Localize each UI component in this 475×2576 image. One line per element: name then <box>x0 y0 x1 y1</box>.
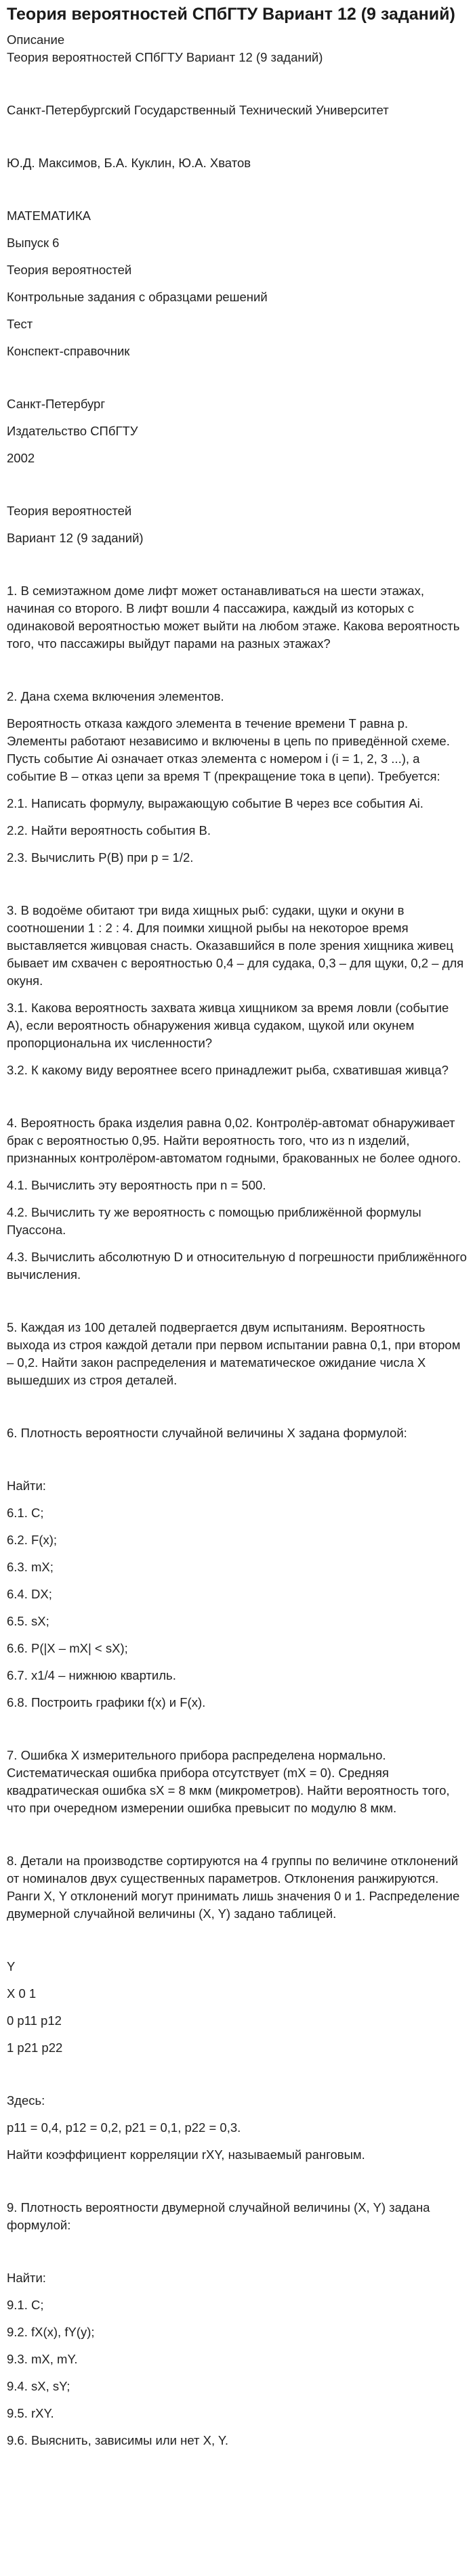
task-item: 6.2. F(x); <box>7 1533 58 1547</box>
book-line: МАТЕМАТИКА <box>7 209 91 223</box>
task-text: Здесь: <box>7 2093 45 2108</box>
table-line: 0 p11 p12 <box>7 2013 62 2028</box>
authors-section <box>7 154 468 172</box>
task-text: 4.3. Вычислить абсолютную D и относительную d погрешности приближённого вычисления. <box>7 1250 471 1282</box>
task-9 <box>7 2199 468 2449</box>
task-item: 6.3. mX; <box>7 1560 54 1574</box>
task-text: 2. Дана схема включения элементов. <box>7 689 224 703</box>
task-7 <box>7 1747 468 1817</box>
table-line: X 0 1 <box>7 1986 37 2001</box>
task-text: 5. Каждая из 100 деталей подвергается двум испытаниям. Вероятность выхода из строя каждой детали при первом испытании равна 0,1, при втором – 0,2. Найти закон распределения и математическое ожидание числа X вышедших из строя деталей. <box>7 1320 464 1387</box>
task-text: 4.2. Вычислить ту же вероятность с помощью приближённой формулы Пуассона. <box>7 1205 425 1237</box>
task-item: 6.4. DX; <box>7 1587 52 1601</box>
book-section <box>7 207 468 360</box>
task-text: 3.2. К какому виду вероятнее всего принадлежит рыба, схватившая живца? <box>7 1063 449 1077</box>
task-text: 3. В водоёме обитают три вида хищных рыб: судаки, щуки и окуни в соотношении 1 : 2 : 4. Для поимки хищной рыбы на некоторое время выставляется живцовая снасть. Оказавшийся в поле зрения хищника живец бывает им схвачен с вероятностью 0,4 – для судака, 0,3 – для щуки, 0,2 – для окуня. <box>7 903 468 988</box>
task-text: Найти коэффициент корреляции rXY, называемый ранговым. <box>7 2147 365 2162</box>
intro-line: Описание <box>7 32 65 47</box>
task-item: 9.6. Выяснить, зависимы или нет X, Y. <box>7 2433 229 2447</box>
publisher-line: Санкт-Петербург <box>7 397 106 411</box>
book-line: Контрольные задания с образцами решений <box>7 290 268 304</box>
task-text: 3.1. Какова вероятность захвата живца хищником за время ловли (событие A), если вероятность обнаружения живца судаком, щукой или окунем пропорциональна их численности? <box>7 1001 453 1050</box>
task-text: 8. Детали на производстве сортируются на 4 группы по величине отклонений от номиналов двух существенных параметров. Отклонения ранжируются. Ранги X, Y отклонений могут принимать лишь значения 0 и 1. Распределение двумерной случайной величины (X, Y) задано таблицей. <box>7 1854 463 1921</box>
task-item: 9.2. fX(x), fY(y); <box>7 2325 95 2339</box>
task-item: Найти: <box>7 2271 46 2285</box>
book-line: Выпуск 6 <box>7 236 60 250</box>
university-name: Санкт-Петербургский Государственный Технический Университет <box>7 103 389 117</box>
task-item: 9.1. C; <box>7 2298 44 2312</box>
task-item: 9.5. rXY. <box>7 2406 54 2420</box>
task-text: 2.1. Написать формулу, выражающую событие B через все события Ai. <box>7 796 424 810</box>
task-text: 1. В семиэтажном доме лифт может останавливаться на шести этажах, начиная со второго. В лифт вошли 4 пассажира, каждый из которых с одинаковой вероятностью может выйти на любом этаже. Какова вероятность того, что пассажиры выйдут парами на разных этажах? <box>7 584 463 651</box>
task-item: 6.5. sX; <box>7 1614 49 1628</box>
task-5 <box>7 1319 468 1389</box>
task-text: 9. Плотность вероятности двумерной случайной величины (X, Y) задана формулой: <box>7 2200 434 2232</box>
task-8 <box>7 1852 468 2164</box>
intro-section <box>7 31 468 66</box>
task-1 <box>7 582 468 653</box>
table-line: Y <box>7 1959 16 1973</box>
task-item: 9.4. sX, sY; <box>7 2379 70 2393</box>
task-2 <box>7 688 468 867</box>
variant-line: Теория вероятностей <box>7 504 132 518</box>
book-line: Тест <box>7 317 33 331</box>
publisher-line: Издательство СПбГТУ <box>7 424 138 438</box>
task-text: 4.1. Вычислить эту вероятность при n = 500. <box>7 1178 266 1192</box>
table-line: 1 p21 p22 <box>7 2040 63 2055</box>
task-item: 6.7. x1/4 – нижнюю квартиль. <box>7 1668 176 1682</box>
task-item: 6.8. Построить графики f(x) и F(x). <box>7 1695 206 1709</box>
task-text: 6. Плотность вероятности случайной величины X задана формулой: <box>7 1426 407 1440</box>
book-line: Конспект-справочник <box>7 344 130 358</box>
task-text: Вероятность отказа каждого элемента в течение времени T равна p. Элементы работают независимо и включены в цепь по приведённой схеме. Пусть событие Ai означает отказ элемента с номером i (i = 1, 2, 3 ...), а событие B – отказ цепи за время T (прекращение тока в цепи). Требуется: <box>7 716 453 783</box>
publisher-section <box>7 395 468 467</box>
task-3 <box>7 902 468 1079</box>
task-4 <box>7 1114 471 1284</box>
task-text: p11 = 0,4, p12 = 0,2, p21 = 0,1, p22 = 0,3. <box>7 2120 241 2135</box>
task-text: 7. Ошибка X измерительного прибора распределена нормально. Систематическая ошибка прибора отсутствует (mX = 0). Средняя квадратическая ошибка sX = 8 мкм (микрометров). Найти вероятность того, что при очередном измерении ошибка превысит по модулю 8 мкм. <box>7 1748 453 1815</box>
task-item: 6.1. C; <box>7 1506 44 1520</box>
task-text: 2.3. Вычислить P(B) при p = 1/2. <box>7 850 194 865</box>
publisher-line: 2002 <box>7 451 35 465</box>
book-line: Теория вероятностей <box>7 263 132 277</box>
task-item: Найти: <box>7 1479 46 1493</box>
intro-line: Теория вероятностей СПбГТУ Вариант 12 (9 заданий) <box>7 50 323 64</box>
university-section <box>7 102 468 119</box>
task-text: 2.2. Найти вероятность события B. <box>7 823 211 837</box>
authors: Ю.Д. Максимов, Б.А. Куклин, Ю.А. Хватов <box>7 156 251 170</box>
page-title: Теория вероятностей СПбГТУ Вариант 12 (9 заданий) <box>7 5 455 24</box>
task-6 <box>7 1424 468 1711</box>
task-item: 6.6. P(|X – mX| < sX); <box>7 1641 128 1655</box>
task-text: 4. Вероятность брака изделия равна 0,02. Контролёр-автомат обнаруживает брак с вероятностью 0,95. Найти вероятность того, что из n изделий, признанных контролёром-автоматом годными, бракованных не более одного. <box>7 1116 461 1165</box>
variant-section <box>7 502 468 547</box>
variant-line: Вариант 12 (9 заданий) <box>7 531 144 545</box>
task-item: 9.3. mX, mY. <box>7 2352 78 2366</box>
